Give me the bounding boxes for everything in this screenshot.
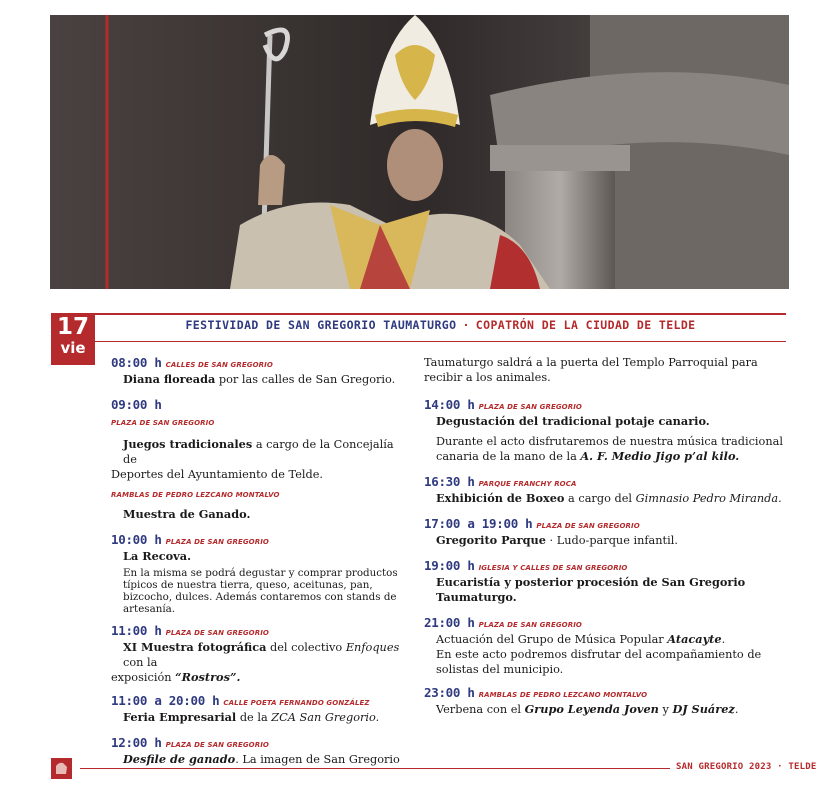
saint-statue-photo — [50, 15, 789, 289]
event-place: RAMBLAS DE PEDRO LEZCANO MONTALVO — [111, 491, 280, 499]
day-number: 17 — [56, 314, 89, 340]
event-1400 — [424, 397, 789, 464]
event-time: 19:00 h — [424, 558, 475, 573]
event-text: Actuación del Grupo de Música Popular — [436, 633, 668, 646]
event-text: Durante el acto disfrutaremos de nuestra música tradicional canaria de la mano de la — [436, 435, 783, 463]
day-badge — [51, 313, 95, 365]
event-place: PLAZA DE SAN GREGORIO — [111, 419, 215, 427]
event-title: La Recova. — [123, 549, 192, 563]
event-text: a cargo del — [564, 492, 636, 505]
event-title: Muestra de Ganado. — [123, 507, 251, 521]
footer-label: SAN GREGORIO 2023 · TELDE — [676, 762, 817, 772]
event-place: PLAZA DE SAN GREGORIO — [165, 538, 269, 546]
event-text: . La imagen de San Gregorio — [235, 753, 400, 766]
event-1200 — [111, 735, 406, 767]
event-text: con la — [123, 656, 158, 669]
event-bold-italic: A. F. Medio Jigo p’al kilo. — [580, 449, 740, 463]
event-0900 — [111, 397, 406, 522]
event-time: 16:30 h — [424, 474, 475, 489]
event-text: En este acto podremos disfrutar del acompañamiento de solistas del municipio. — [436, 648, 762, 676]
event-time: 17:00 a 19:00 h — [424, 516, 533, 531]
footer-rule — [80, 768, 670, 769]
schedule-left-column — [111, 355, 406, 773]
event-1900 — [424, 558, 789, 605]
event-1700-1900 — [424, 516, 789, 548]
event-place: PLAZA DE SAN GREGORIO — [536, 522, 640, 530]
event-text: a cargo de la Concejalía de — [123, 438, 394, 466]
event-title: Degustación del tradicional potaje canario. — [436, 414, 710, 428]
title-separator: · — [462, 318, 470, 332]
event-note: En la misma se podrá degustar y comprar productos típicos de nuestra tierra, queso, aceitunas, pan, bizcocho, dulces. Además contaremos con stands de artesanía. — [123, 567, 398, 615]
event-title: Juegos tradicionales — [123, 437, 253, 451]
event-time: 11:00 h — [111, 623, 162, 638]
event-1100 — [111, 623, 406, 685]
event-bold-italic: DJ Suárez — [672, 702, 735, 716]
event-text: Taumaturgo saldrá a la puerta del Templo Parroquial para recibir a los animales. — [424, 356, 758, 384]
event-place: PLAZA DE SAN GREGORIO — [478, 621, 582, 629]
festivity-title — [95, 318, 786, 332]
event-text: · Ludo-parque infantil. — [545, 534, 678, 547]
schedule-right-column — [424, 355, 789, 723]
event-title: Gregorito Parque — [436, 533, 546, 547]
event-bold-italic: “Rostros”. — [175, 670, 241, 684]
telde-logo-icon — [51, 758, 72, 779]
event-text: por las calles de San Gregorio. — [215, 373, 396, 386]
event-time: 09:00 h — [111, 397, 162, 412]
event-place: IGLESIA Y CALLES DE SAN GREGORIO — [478, 564, 628, 572]
event-1630 — [424, 474, 789, 506]
event-place: PLAZA DE SAN GREGORIO — [478, 403, 582, 411]
event-place: CALLES DE SAN GREGORIO — [165, 361, 273, 369]
event-time: 21:00 h — [424, 615, 475, 630]
event-bold-italic: Atacayte — [667, 632, 722, 646]
event-text: Deportes del Ayuntamiento de Telde. — [111, 468, 324, 481]
event-text: y — [658, 703, 673, 716]
event-place: CALLE POETA FERNANDO GONZÁLEZ — [223, 699, 370, 707]
event-time: 10:00 h — [111, 532, 162, 547]
event-time: 11:00 a 20:00 h — [111, 693, 220, 708]
event-1100-2000 — [111, 693, 406, 725]
event-bold-italic: Grupo Leyenda Joven — [524, 702, 659, 716]
event-title: XI Muestra fotográfica — [123, 640, 267, 654]
event-time: 12:00 h — [111, 735, 162, 750]
festivity-main-title: FESTIVIDAD DE SAN GREGORIO TAUMATURGO — [185, 318, 457, 332]
event-place: RAMBLAS DE PEDRO LEZCANO MONTALVO — [478, 691, 648, 699]
event-text: . — [721, 633, 726, 646]
event-0800 — [111, 355, 406, 387]
day-name: vie — [60, 339, 86, 357]
event-time: 08:00 h — [111, 355, 162, 370]
header-rule-bottom — [95, 341, 786, 342]
event-text: de la — [236, 711, 272, 724]
event-place: PARQUE FRANCHY ROCA — [478, 480, 577, 488]
event-2300 — [424, 685, 789, 717]
event-1000 — [111, 532, 406, 615]
event-2100 — [424, 615, 789, 677]
event-continuation — [424, 355, 789, 385]
event-italic: Enfoques — [345, 641, 400, 654]
event-bold-italic: Desfile de ganado — [123, 752, 236, 766]
event-title: Exhibición de Boxeo — [436, 491, 565, 505]
event-place: PLAZA DE SAN GREGORIO — [165, 629, 269, 637]
event-text: Verbena con el — [436, 703, 525, 716]
event-italic: ZCA San Gregorio. — [271, 711, 380, 724]
event-text: . — [734, 703, 739, 716]
event-text: del colectivo — [266, 641, 346, 654]
event-text: exposición — [111, 671, 176, 684]
header-rule-top — [95, 313, 786, 315]
event-place: PLAZA DE SAN GREGORIO — [165, 741, 269, 749]
event-title: Feria Empresarial — [123, 710, 237, 724]
event-title: Eucaristía y posterior procesión de San Gregorio Taumaturgo. — [436, 575, 746, 604]
event-italic: Gimnasio Pedro Miranda. — [635, 492, 782, 505]
festivity-secondary-title: COPATRÓN DE LA CIUDAD DE TELDE — [475, 318, 696, 332]
event-time: 23:00 h — [424, 685, 475, 700]
event-title: Diana floreada — [123, 372, 216, 386]
event-time: 14:00 h — [424, 397, 475, 412]
